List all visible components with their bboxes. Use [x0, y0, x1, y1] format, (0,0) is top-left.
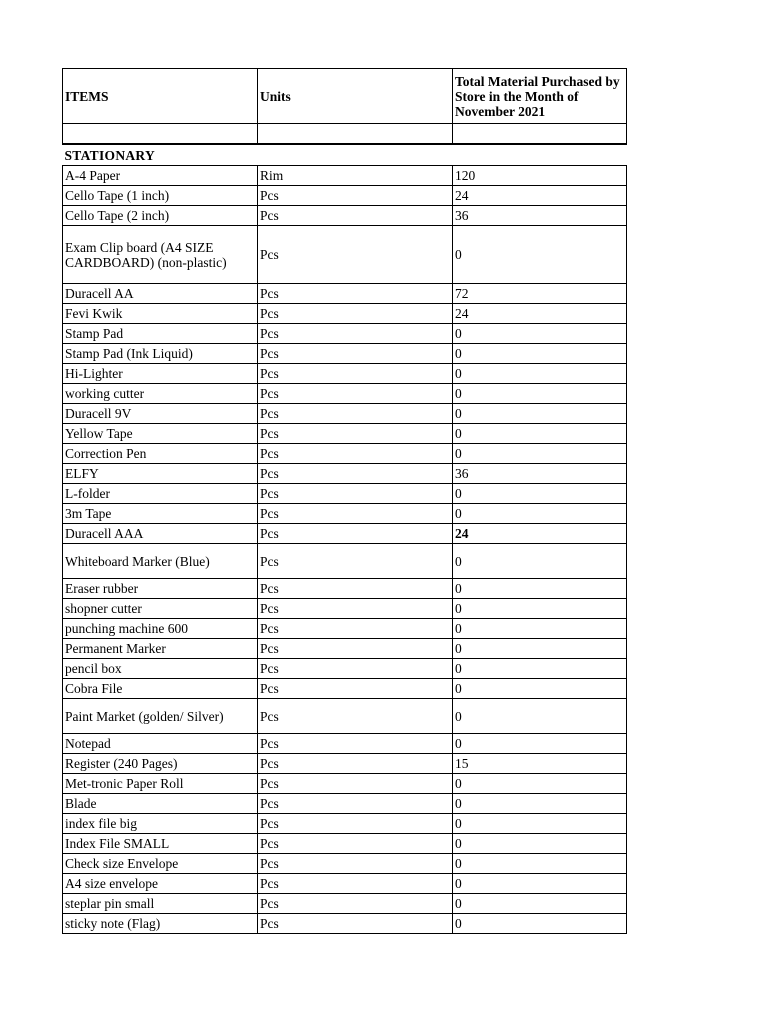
item-cell: Duracell 9V	[63, 404, 258, 424]
item-cell: Index File SMALL	[63, 834, 258, 854]
unit-cell: Pcs	[258, 894, 453, 914]
table-row	[63, 854, 627, 874]
unit-cell: Pcs	[258, 854, 453, 874]
unit-cell: Pcs	[258, 344, 453, 364]
item-cell: Notepad	[63, 734, 258, 754]
blank-cell	[453, 124, 627, 145]
item-cell: punching machine 600	[63, 619, 258, 639]
item-cell: A-4 Paper	[63, 166, 258, 186]
item-cell: Whiteboard Marker (Blue)	[63, 544, 258, 579]
quantity-cell: 0	[453, 484, 627, 504]
table-row	[63, 424, 627, 444]
item-cell: Eraser rubber	[63, 579, 258, 599]
table-row	[63, 384, 627, 404]
unit-cell: Pcs	[258, 504, 453, 524]
table-row	[63, 304, 627, 324]
quantity-cell: 0	[453, 404, 627, 424]
item-cell: steplar pin small	[63, 894, 258, 914]
table-row	[63, 794, 627, 814]
table-row	[63, 659, 627, 679]
unit-cell: Pcs	[258, 754, 453, 774]
table-row	[63, 579, 627, 599]
table-row	[63, 464, 627, 484]
quantity-cell: 0	[453, 834, 627, 854]
item-cell: Correction Pen	[63, 444, 258, 464]
table-row	[63, 834, 627, 854]
quantity-cell: 72	[453, 284, 627, 304]
unit-cell: Pcs	[258, 384, 453, 404]
quantity-cell: 0	[453, 699, 627, 734]
table-row	[63, 544, 627, 579]
quantity-cell: 0	[453, 324, 627, 344]
quantity-cell: 0	[453, 659, 627, 679]
unit-cell: Pcs	[258, 186, 453, 206]
unit-cell: Pcs	[258, 364, 453, 384]
item-cell: L-folder	[63, 484, 258, 504]
quantity-cell: 24	[453, 524, 627, 544]
quantity-cell: 0	[453, 894, 627, 914]
quantity-cell: 0	[453, 814, 627, 834]
unit-cell: Pcs	[258, 814, 453, 834]
table-row	[63, 699, 627, 734]
unit-cell: Pcs	[258, 679, 453, 699]
unit-cell: Rim	[258, 166, 453, 186]
quantity-cell: 0	[453, 226, 627, 284]
quantity-cell: 0	[453, 544, 627, 579]
unit-cell: Pcs	[258, 284, 453, 304]
table-row	[63, 186, 627, 206]
unit-cell: Pcs	[258, 226, 453, 284]
table-row	[63, 914, 627, 934]
item-cell: Paint Market (golden/ Silver)	[63, 699, 258, 734]
table-row	[63, 814, 627, 834]
quantity-cell: 36	[453, 206, 627, 226]
table-row	[63, 524, 627, 544]
quantity-cell: 0	[453, 504, 627, 524]
unit-cell: Pcs	[258, 206, 453, 226]
unit-cell: Pcs	[258, 619, 453, 639]
item-cell: sticky note (Flag)	[63, 914, 258, 934]
table-row	[63, 324, 627, 344]
unit-cell: Pcs	[258, 794, 453, 814]
quantity-cell: 0	[453, 734, 627, 754]
quantity-cell: 0	[453, 364, 627, 384]
item-cell: Permanent Marker	[63, 639, 258, 659]
unit-cell: Pcs	[258, 464, 453, 484]
table-row	[63, 206, 627, 226]
table-row	[63, 344, 627, 364]
unit-cell: Pcs	[258, 424, 453, 444]
table-row	[63, 894, 627, 914]
item-cell: Duracell AAA	[63, 524, 258, 544]
header-total-purchased: Total Material Purchased by Store in the Month of November 2021	[453, 69, 627, 124]
item-cell: index file big	[63, 814, 258, 834]
item-cell: Cello Tape (2 inch)	[63, 206, 258, 226]
blank-cell	[258, 124, 453, 145]
item-cell: Met-tronic Paper Roll	[63, 774, 258, 794]
item-cell: Duracell AA	[63, 284, 258, 304]
item-cell: Hi-Lighter	[63, 364, 258, 384]
quantity-cell: 15	[453, 754, 627, 774]
unit-cell: Pcs	[258, 659, 453, 679]
section-title: STATIONARY	[63, 144, 627, 166]
item-cell: 3m Tape	[63, 504, 258, 524]
unit-cell: Pcs	[258, 544, 453, 579]
table-row	[63, 734, 627, 754]
quantity-cell: 0	[453, 854, 627, 874]
item-cell: Yellow Tape	[63, 424, 258, 444]
unit-cell: Pcs	[258, 734, 453, 754]
quantity-cell: 0	[453, 344, 627, 364]
header-row	[63, 69, 627, 124]
unit-cell: Pcs	[258, 834, 453, 854]
unit-cell: Pcs	[258, 914, 453, 934]
quantity-cell: 0	[453, 619, 627, 639]
table-row	[63, 619, 627, 639]
table-row	[63, 444, 627, 464]
unit-cell: Pcs	[258, 699, 453, 734]
item-cell: Cobra File	[63, 679, 258, 699]
table-row	[63, 226, 627, 284]
quantity-cell: 0	[453, 444, 627, 464]
quantity-cell: 0	[453, 679, 627, 699]
table-row	[63, 679, 627, 699]
unit-cell: Pcs	[258, 579, 453, 599]
unit-cell: Pcs	[258, 639, 453, 659]
table-row	[63, 284, 627, 304]
table-row	[63, 639, 627, 659]
item-cell: A4 size envelope	[63, 874, 258, 894]
unit-cell: Pcs	[258, 774, 453, 794]
quantity-cell: 0	[453, 794, 627, 814]
quantity-cell: 0	[453, 384, 627, 404]
item-cell: Register (240 Pages)	[63, 754, 258, 774]
unit-cell: Pcs	[258, 324, 453, 344]
table-row	[63, 484, 627, 504]
quantity-cell: 0	[453, 579, 627, 599]
table-row	[63, 404, 627, 424]
item-cell: Fevi Kwik	[63, 304, 258, 324]
quantity-cell: 0	[453, 424, 627, 444]
quantity-cell: 36	[453, 464, 627, 484]
quantity-cell: 0	[453, 599, 627, 619]
quantity-cell: 24	[453, 304, 627, 324]
item-cell: Stamp Pad	[63, 324, 258, 344]
quantity-cell: 24	[453, 186, 627, 206]
section-row	[63, 144, 627, 166]
unit-cell: Pcs	[258, 524, 453, 544]
quantity-cell: 0	[453, 774, 627, 794]
quantity-cell: 120	[453, 166, 627, 186]
table-row	[63, 504, 627, 524]
unit-cell: Pcs	[258, 304, 453, 324]
table-row	[63, 754, 627, 774]
unit-cell: Pcs	[258, 874, 453, 894]
header-units: Units	[258, 69, 453, 124]
item-cell: pencil box	[63, 659, 258, 679]
item-cell: Stamp Pad (Ink Liquid)	[63, 344, 258, 364]
quantity-cell: 0	[453, 914, 627, 934]
item-cell: Check size Envelope	[63, 854, 258, 874]
item-cell: Exam Clip board (A4 SIZE CARDBOARD) (non-plastic)	[63, 226, 258, 284]
item-cell: Blade	[63, 794, 258, 814]
table-row	[63, 166, 627, 186]
item-cell: Cello Tape (1 inch)	[63, 186, 258, 206]
item-cell: working cutter	[63, 384, 258, 404]
unit-cell: Pcs	[258, 404, 453, 424]
quantity-cell: 0	[453, 874, 627, 894]
table-row	[63, 874, 627, 894]
unit-cell: Pcs	[258, 599, 453, 619]
table-row	[63, 364, 627, 384]
quantity-cell: 0	[453, 639, 627, 659]
unit-cell: Pcs	[258, 444, 453, 464]
item-cell: ELFY	[63, 464, 258, 484]
table-row	[63, 774, 627, 794]
blank-cell	[63, 124, 258, 145]
unit-cell: Pcs	[258, 484, 453, 504]
header-items: ITEMS	[63, 69, 258, 124]
item-cell: shopner cutter	[63, 599, 258, 619]
blank-row	[63, 124, 627, 145]
stationery-purchase-table	[62, 68, 627, 934]
table-row	[63, 599, 627, 619]
